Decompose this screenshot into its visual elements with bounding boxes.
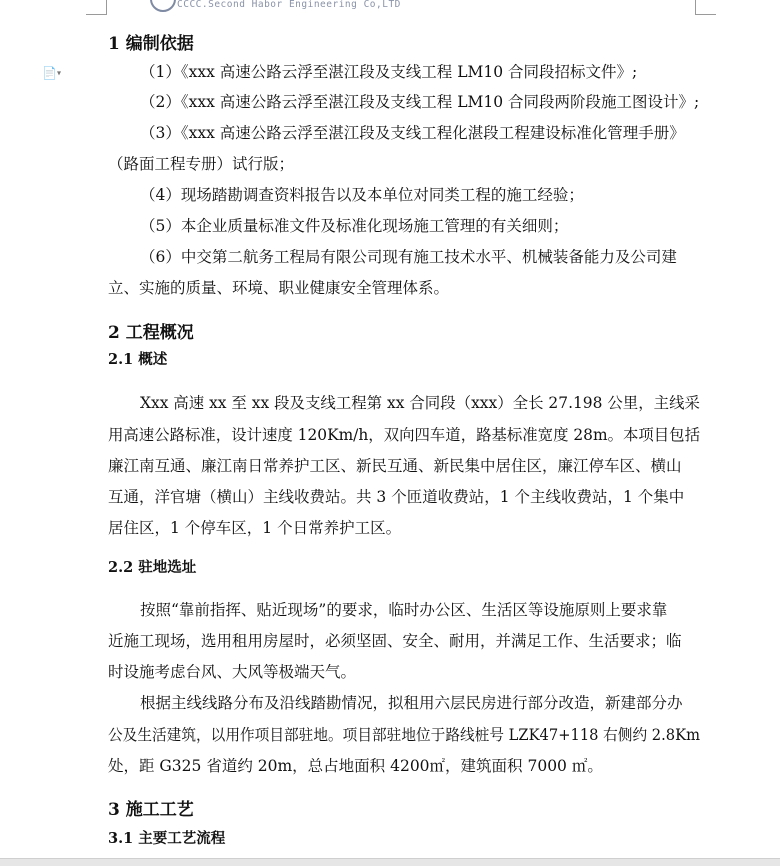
section-2-2-line: 公及生活建筑，以用作项目部驻地。项目部驻地位于路线桩号 LZK47+118 右侧约 2.8Km: [108, 726, 700, 744]
margin-corner-top-left: [86, 0, 107, 15]
section-2-title: 2 工程概况: [108, 323, 194, 343]
section-2-2-line: 时设施考虑台风、大风等极端天气。: [108, 663, 357, 681]
section-2-2-line: 按照“靠前指挥、贴近现场”的要求，临时办公区、生活区等设施原则上要求靠: [140, 601, 668, 619]
section-3-1-title: 3.1 主要工艺流程: [108, 830, 226, 847]
section-2-2-line: 处，距 G325 省道约 20m，总占地面积 4200㎡，建筑面积 7000 ㎡。: [108, 757, 603, 775]
section-2-1-title: 2.1 概述: [108, 351, 168, 368]
section-1-line: （5）本企业质量标准文件及标准化现场施工管理的有关细则；: [140, 217, 569, 235]
section-2-2-title: 2.2 驻地选址: [108, 559, 197, 576]
section-2-1-line: 居住区，1 个停车区，1 个日常养护工区。: [108, 519, 402, 537]
section-2-2-line: 根据主线线路分布及沿线踏勘情况，拟租用六层民房进行部分改造，新建部分办: [140, 694, 683, 712]
section-2-1-line: 用高速公路标准，设计速度 120Km/h，双向四车道，路基标准宽度 28m。本项目包括: [108, 426, 700, 444]
section-1-line: （路面工程专册）试行版；: [108, 155, 295, 173]
section-1-line: （4）现场踏勘调查资料报告以及本单位对同类工程的施工经验；: [140, 186, 584, 204]
section-1-line: （2）《xxx 高速公路云浮至湛江段及支线工程 LM10 合同段两阶段施工图设计》;: [140, 93, 700, 111]
margin-corner-top-right: [695, 0, 716, 15]
section-3-title: 3 施工工艺: [108, 800, 194, 820]
section-1-line: （3）《xxx 高速公路云浮至湛江段及支线工程化湛段工程建设标准化管理手册》: [140, 124, 685, 142]
section-1-line: 立、实施的质量、环境、职业健康安全管理体系。: [108, 279, 450, 297]
header-company-name: CCCC.Second Habor Engineering Co,LTD: [177, 0, 401, 10]
section-2-1-line: 廉江南互通、廉江南日常养护工区、新民互通、新民集中居住区，廉江停车区、横山: [108, 457, 682, 475]
section-1-line: （1）《xxx 高速公路云浮至湛江段及支线工程 LM10 合同段招标文件》;: [140, 63, 638, 81]
section-2-2-line: 近施工现场，选用租用房屋时，必须坚固、安全、耐用，并满足工作、生活要求；临: [108, 632, 682, 650]
section-1-line: （6）中交第二航务工程局有限公司现有施工技术水平、机械装备能力及公司建: [140, 248, 677, 266]
document-icon[interactable]: 📄▾: [42, 66, 61, 80]
company-logo: [150, 0, 176, 12]
section-2-1-line: 互通，洋官塘（横山）主线收费站。共 3 个匝道收费站，1 个主线收费站，1 个集中: [108, 488, 685, 506]
section-2-1-line: Xxx 高速 xx 至 xx 段及支线工程第 xx 合同段（xxx）全长 27.198 公里，主线采: [140, 394, 700, 412]
section-1-title: 1 编制依据: [108, 34, 194, 54]
chevron-down-icon[interactable]: ▾: [56, 68, 61, 78]
